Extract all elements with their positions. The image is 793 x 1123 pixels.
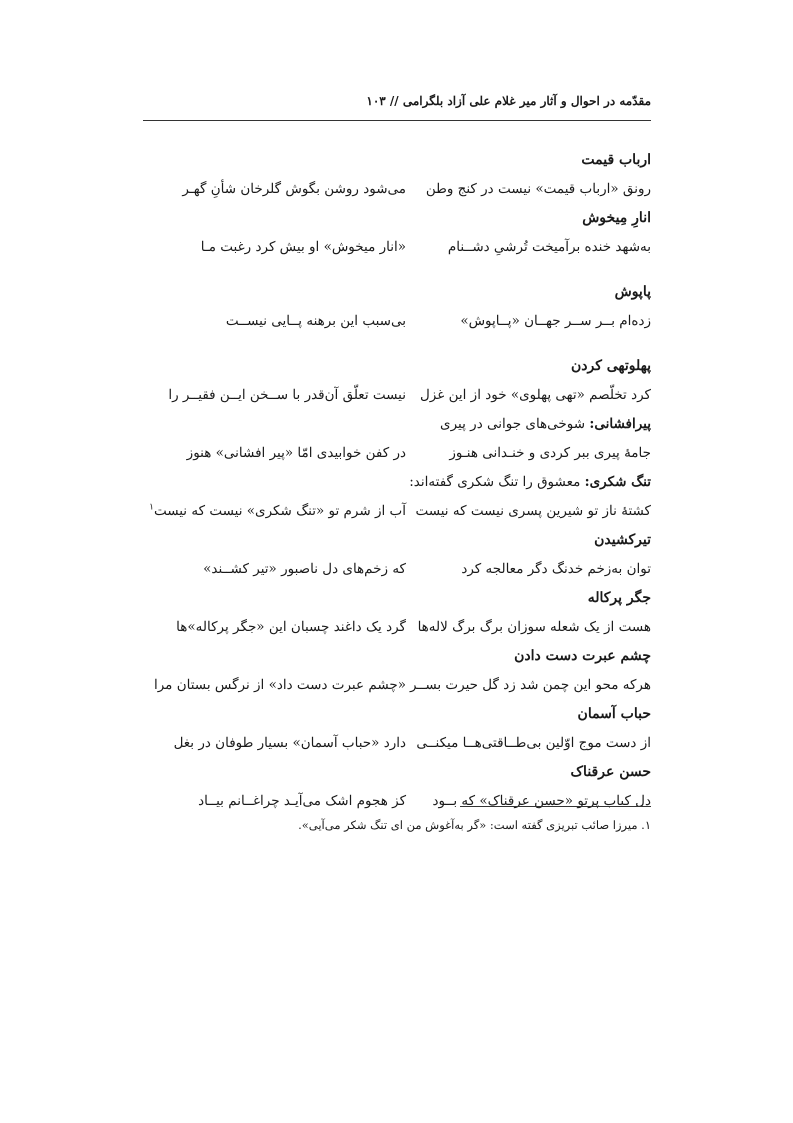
- verse-second-hemistich: [176, 613, 406, 642]
- definition-text: معشوق را تنگ شکری گفته‌اند:: [409, 474, 585, 490]
- entry-title: پهلوتهی کردن: [570, 358, 651, 374]
- verse-second-hemistich-text: دارد «حباب آسمان» بسیار طوفان در بغل: [173, 735, 406, 751]
- footnote: ۱. میرزا صائب تبریزی گفته است: «گر به‌آغوش من ای تنگ شکر می‌آیی».: [298, 818, 651, 832]
- verse-first-hemistich: جامهٔ پیری ببر کردی و خنـدانی هنـوز: [449, 445, 651, 461]
- verse-first-hemistich: کشتهٔ ناز تو شیرین پسری نیست که نیست: [415, 503, 651, 519]
- verse-second-hemistich: [168, 381, 406, 410]
- verse-first-hemistich: از دست موج اوّلین بی‌طــاقتی‌هــا میکنــی: [416, 735, 651, 751]
- verse-second-hemistich: [198, 787, 406, 816]
- header-divider: [143, 120, 651, 121]
- entry-spacer: [143, 336, 651, 352]
- definition-text: شوخی‌های جوانی در پیری: [440, 416, 590, 432]
- verse-line: [143, 381, 651, 410]
- verse-second-hemistich: [187, 439, 406, 468]
- verse-line: [143, 439, 651, 468]
- verse-second-hemistich: [149, 497, 406, 526]
- verse-second-hemistich-text: نیست تعلّق آن‌قدر با ســخن ایــن فقیــر را: [168, 387, 406, 403]
- footnote-divider: [460, 806, 651, 807]
- verse-line: [143, 497, 651, 526]
- verse-line: [143, 729, 651, 758]
- verse-first-hemistich: دل کباب پرتو «حسن عرقناک» که بــود: [432, 793, 651, 809]
- verse-second-hemistich: [201, 233, 406, 262]
- entry-title: چشم عبرت دست دادن: [514, 648, 651, 664]
- entry-title: حباب آسمان: [577, 706, 651, 722]
- verse-second-hemistich: [203, 555, 406, 584]
- verse-first-hemistich: هرکه محو این چمن شد زد گل حیرت بســر: [409, 677, 651, 693]
- entry-title: جگر پرکاله: [587, 590, 651, 606]
- definition-line: [143, 468, 651, 497]
- verse-second-hemistich-text: که زخم‌های دل ناصبور «تیر کشــند»: [203, 561, 406, 577]
- entry-title: حسن عرقناک: [570, 764, 651, 780]
- verse-second-hemistich-text: «انار میخوش» او بیش کرد رغبت مـا: [200, 239, 406, 255]
- verse-second-hemistich: [154, 671, 406, 700]
- verse-second-hemistich: [174, 729, 406, 758]
- definition-line: [143, 410, 651, 439]
- verse-line: [143, 233, 651, 262]
- verse-second-hemistich-text: کز هجوم اشک می‌آیـد چراغــانم بیــاد: [198, 793, 406, 809]
- verse-first-hemistich: به‌شهد خنده برآمیخت تُرشیِ دشــنام: [447, 239, 651, 255]
- verse-second-hemistich: [182, 175, 406, 204]
- header-separator: //: [389, 94, 399, 108]
- verse-second-hemistich-text: «چشم عبرت دست داد» از نرگس بستان مرا: [153, 677, 406, 693]
- verse-line: [143, 671, 651, 700]
- dictionary-entries: [143, 146, 651, 816]
- entry-title: انارِ مِیخوش: [582, 210, 651, 226]
- verse-line: [143, 613, 651, 642]
- page-number: ۱۰۳: [366, 94, 386, 108]
- verse-second-hemistich-text: بی‌سبب این برهنه پــایی نیســت: [225, 313, 406, 329]
- verse-first-hemistich: کرد تخلّصم «تهی پهلوی» خود از این غزل: [419, 387, 651, 403]
- verse-first-hemistich: هست از یک شعله سوزان برگ برگ لاله‌ها: [417, 619, 651, 635]
- verse-second-hemistich-text: می‌شود روشن بگوش گلرخان شأنِ گهـر: [182, 181, 406, 197]
- verse-line: [143, 787, 651, 816]
- verse-line: [143, 307, 651, 336]
- running-title: مقدّمه در احوال و آثار میر غلام علی آزاد بلگرامی: [402, 94, 651, 108]
- definition-term: پیرافشانی:: [589, 416, 651, 432]
- verse-line: [143, 175, 651, 204]
- verse-first-hemistich: رونق «ارباب قیمت» نیست در کنج وطن: [425, 181, 651, 197]
- entry-title: پاپوش: [614, 284, 651, 300]
- entry-title: ارباب قیمت: [581, 152, 651, 168]
- verse-first-hemistich: توان به‌زخم خدنگ دگر معالجه کرد: [461, 561, 651, 577]
- verse-first-hemistich: زده‌ام بــر ســر جهــان «پــاپوش»: [460, 313, 651, 329]
- entry-title: تیرکشیدن: [594, 532, 651, 548]
- verse-second-hemistich-text: آب از شرم تو «تنگ شکری» نیست که نیست: [153, 503, 406, 519]
- entry-spacer: [143, 262, 651, 278]
- verse-line: [143, 555, 651, 584]
- definition-term: تنگ شکری:: [584, 474, 651, 490]
- verse-second-hemistich: [226, 307, 406, 336]
- verse-second-hemistich-text: در کفن خوابیدی امّا «پیر افشانی» هنوز: [186, 445, 406, 461]
- running-header: [143, 94, 651, 108]
- footnote-marker: ۱: [149, 502, 154, 513]
- verse-second-hemistich-text: گرد یک داغند چسبان این «جگر پرکاله»ها: [176, 619, 406, 635]
